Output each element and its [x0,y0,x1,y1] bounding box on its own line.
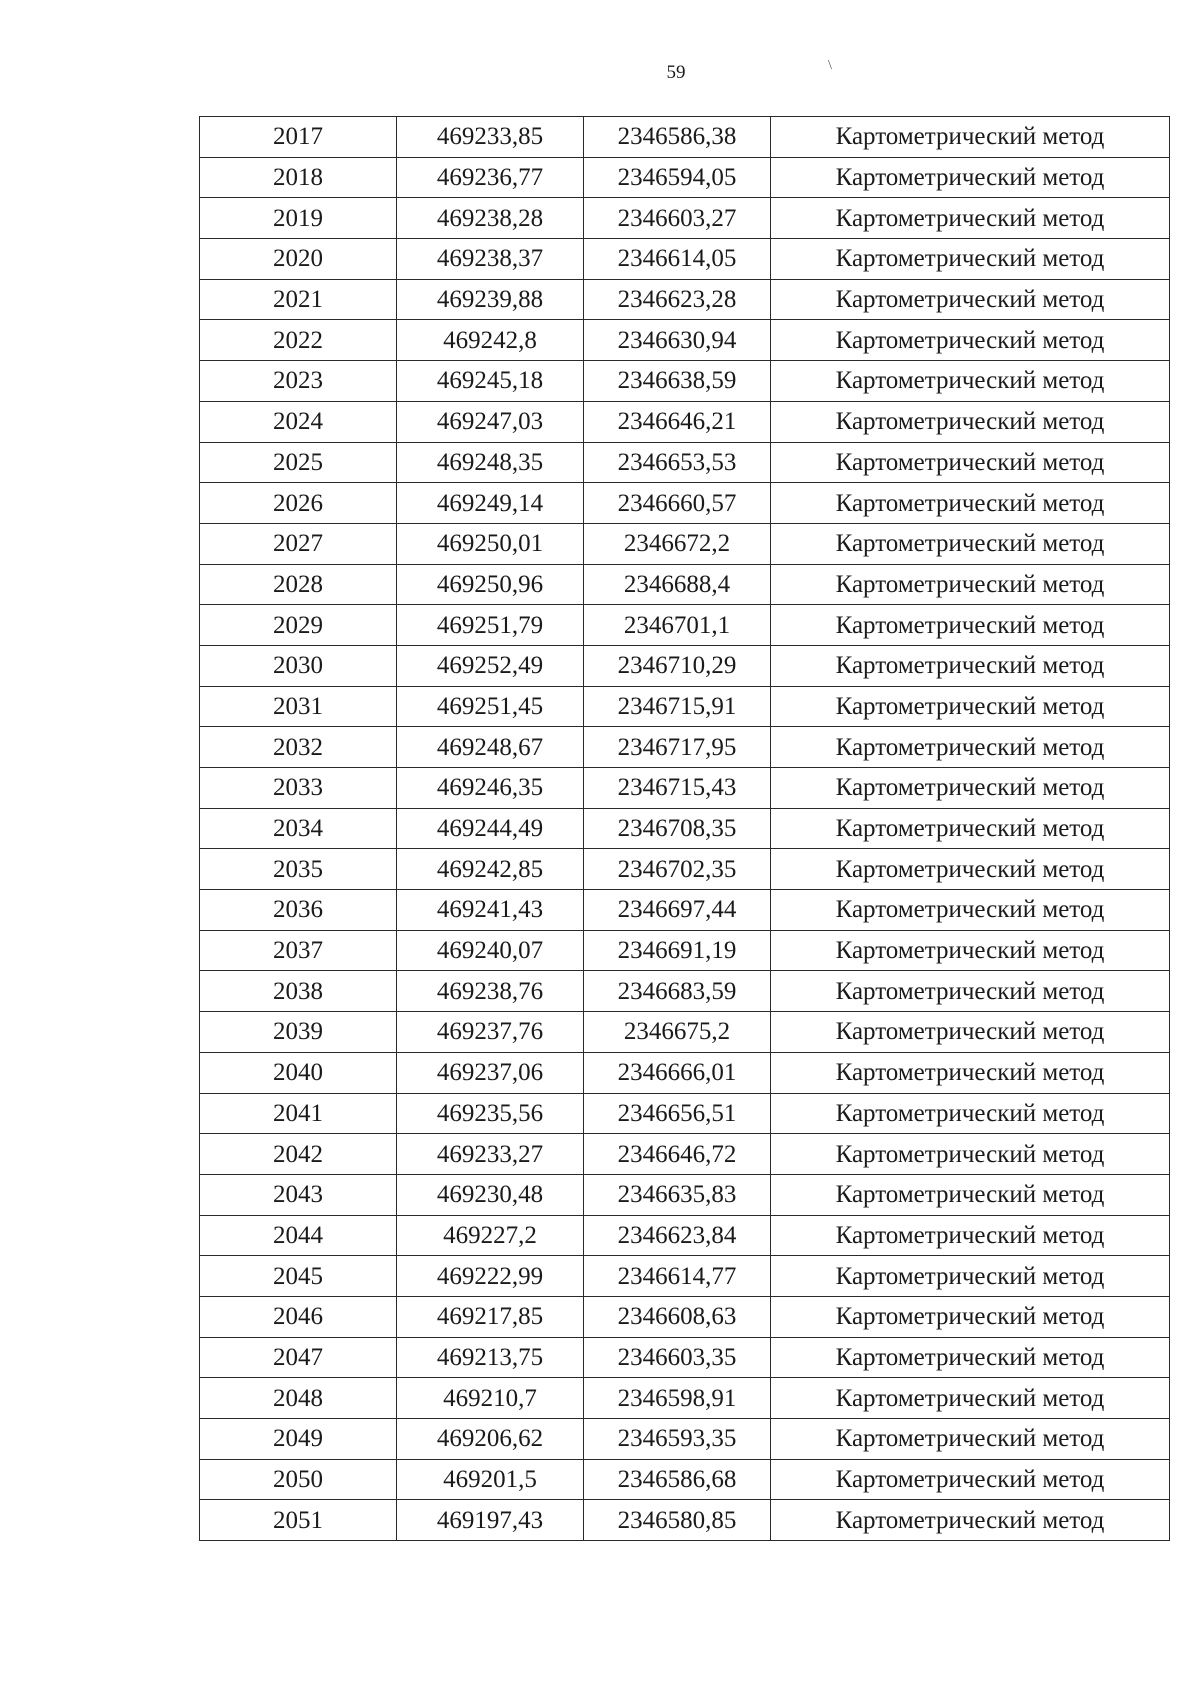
x-coordinate-cell: 469247,03 [397,401,584,442]
point-number-cell: 2034 [200,808,397,849]
x-coordinate-cell: 469238,76 [397,971,584,1012]
table-row [200,971,1170,1012]
point-number-cell: 2021 [200,279,397,320]
method-cell: Картометрический метод [771,808,1170,849]
method-cell: Картометрический метод [771,645,1170,686]
y-coordinate-cell: 2346586,68 [584,1459,771,1500]
table-row [200,279,1170,320]
coordinates-table [199,116,1170,1541]
method-cell: Картометрический метод [771,849,1170,890]
table-row [200,361,1170,402]
table-row [200,564,1170,605]
point-number-cell: 2036 [200,890,397,931]
point-number-cell: 2038 [200,971,397,1012]
y-coordinate-cell: 2346653,53 [584,442,771,483]
y-coordinate-cell: 2346630,94 [584,320,771,361]
table-row [200,1337,1170,1378]
x-coordinate-cell: 469227,2 [397,1215,584,1256]
y-coordinate-cell: 2346608,63 [584,1296,771,1337]
table-row [200,401,1170,442]
y-coordinate-cell: 2346660,57 [584,483,771,524]
y-coordinate-cell: 2346635,83 [584,1174,771,1215]
method-cell: Картометрический метод [771,768,1170,809]
y-coordinate-cell: 2346697,44 [584,890,771,931]
point-number-cell: 2017 [200,117,397,158]
point-number-cell: 2042 [200,1134,397,1175]
x-coordinate-cell: 469242,8 [397,320,584,361]
x-coordinate-cell: 469213,75 [397,1337,584,1378]
method-cell: Картометрический метод [771,157,1170,198]
y-coordinate-cell: 2346614,05 [584,239,771,280]
x-coordinate-cell: 469241,43 [397,890,584,931]
method-cell: Картометрический метод [771,361,1170,402]
method-cell: Картометрический метод [771,1012,1170,1053]
point-number-cell: 2032 [200,727,397,768]
x-coordinate-cell: 469252,49 [397,645,584,686]
x-coordinate-cell: 469250,01 [397,523,584,564]
y-coordinate-cell: 2346646,72 [584,1134,771,1175]
method-cell: Картометрический метод [771,1459,1170,1500]
point-number-cell: 2023 [200,361,397,402]
method-cell: Картометрический метод [771,1052,1170,1093]
point-number-cell: 2039 [200,1012,397,1053]
x-coordinate-cell: 469222,99 [397,1256,584,1297]
point-number-cell: 2044 [200,1215,397,1256]
method-cell: Картометрический метод [771,198,1170,239]
point-number-cell: 2050 [200,1459,397,1500]
point-number-cell: 2035 [200,849,397,890]
table-row [200,1500,1170,1541]
x-coordinate-cell: 469250,96 [397,564,584,605]
table-row [200,1134,1170,1175]
y-coordinate-cell: 2346603,27 [584,198,771,239]
method-cell: Картометрический метод [771,971,1170,1012]
y-coordinate-cell: 2346715,91 [584,686,771,727]
point-number-cell: 2037 [200,930,397,971]
coordinates-table-body [200,117,1170,1541]
method-cell: Картометрический метод [771,1093,1170,1134]
x-coordinate-cell: 469230,48 [397,1174,584,1215]
y-coordinate-cell: 2346580,85 [584,1500,771,1541]
point-number-cell: 2027 [200,523,397,564]
x-coordinate-cell: 469217,85 [397,1296,584,1337]
method-cell: Картометрический метод [771,930,1170,971]
method-cell: Картометрический метод [771,1174,1170,1215]
x-coordinate-cell: 469197,43 [397,1500,584,1541]
method-cell: Картометрический метод [771,320,1170,361]
method-cell: Картометрический метод [771,1296,1170,1337]
method-cell: Картометрический метод [771,686,1170,727]
x-coordinate-cell: 469251,45 [397,686,584,727]
x-coordinate-cell: 469242,85 [397,849,584,890]
table-row [200,930,1170,971]
x-coordinate-cell: 469206,62 [397,1419,584,1460]
point-number-cell: 2020 [200,239,397,280]
x-coordinate-cell: 469235,56 [397,1093,584,1134]
point-number-cell: 2043 [200,1174,397,1215]
y-coordinate-cell: 2346598,91 [584,1378,771,1419]
x-coordinate-cell: 469237,06 [397,1052,584,1093]
method-cell: Картометрический метод [771,279,1170,320]
point-number-cell: 2040 [200,1052,397,1093]
y-coordinate-cell: 2346586,38 [584,117,771,158]
table-row [200,768,1170,809]
method-cell: Картометрический метод [771,890,1170,931]
method-cell: Картометрический метод [771,442,1170,483]
x-coordinate-cell: 469246,35 [397,768,584,809]
point-number-cell: 2025 [200,442,397,483]
table-row [200,808,1170,849]
y-coordinate-cell: 2346646,21 [584,401,771,442]
y-coordinate-cell: 2346675,2 [584,1012,771,1053]
y-coordinate-cell: 2346623,28 [584,279,771,320]
table-row [200,483,1170,524]
x-coordinate-cell: 469245,18 [397,361,584,402]
point-number-cell: 2018 [200,157,397,198]
point-number-cell: 2048 [200,1378,397,1419]
point-number-cell: 2029 [200,605,397,646]
table-row [200,645,1170,686]
y-coordinate-cell: 2346623,84 [584,1215,771,1256]
method-cell: Картометрический метод [771,1256,1170,1297]
table-row [200,686,1170,727]
point-number-cell: 2046 [200,1296,397,1337]
method-cell: Картометрический метод [771,483,1170,524]
y-coordinate-cell: 2346593,35 [584,1419,771,1460]
stray-scan-mark: \ [828,58,832,73]
point-number-cell: 2041 [200,1093,397,1134]
x-coordinate-cell: 469249,14 [397,483,584,524]
x-coordinate-cell: 469248,35 [397,442,584,483]
x-coordinate-cell: 469201,5 [397,1459,584,1500]
method-cell: Картометрический метод [771,605,1170,646]
table-row [200,239,1170,280]
point-number-cell: 2026 [200,483,397,524]
x-coordinate-cell: 469239,88 [397,279,584,320]
table-row [200,442,1170,483]
table-row [200,1174,1170,1215]
table-row [200,1093,1170,1134]
y-coordinate-cell: 2346708,35 [584,808,771,849]
table-row [200,320,1170,361]
point-number-cell: 2019 [200,198,397,239]
x-coordinate-cell: 469210,7 [397,1378,584,1419]
method-cell: Картометрический метод [771,1378,1170,1419]
table-row [200,727,1170,768]
y-coordinate-cell: 2346715,43 [584,768,771,809]
page-number: 59 [666,62,686,83]
method-cell: Картометрический метод [771,1419,1170,1460]
y-coordinate-cell: 2346710,29 [584,645,771,686]
method-cell: Картометрический метод [771,564,1170,605]
table-row [200,1215,1170,1256]
point-number-cell: 2033 [200,768,397,809]
x-coordinate-cell: 469236,77 [397,157,584,198]
method-cell: Картометрический метод [771,727,1170,768]
point-number-cell: 2030 [200,645,397,686]
point-number-cell: 2047 [200,1337,397,1378]
method-cell: Картометрический метод [771,1215,1170,1256]
x-coordinate-cell: 469238,28 [397,198,584,239]
table-row [200,1012,1170,1053]
method-cell: Картометрический метод [771,239,1170,280]
method-cell: Картометрический метод [771,1500,1170,1541]
y-coordinate-cell: 2346656,51 [584,1093,771,1134]
point-number-cell: 2049 [200,1419,397,1460]
point-number-cell: 2028 [200,564,397,605]
table-row [200,157,1170,198]
y-coordinate-cell: 2346691,19 [584,930,771,971]
table-row [200,849,1170,890]
x-coordinate-cell: 469233,85 [397,117,584,158]
y-coordinate-cell: 2346603,35 [584,1337,771,1378]
method-cell: Картометрический метод [771,117,1170,158]
x-coordinate-cell: 469248,67 [397,727,584,768]
table-row [200,117,1170,158]
y-coordinate-cell: 2346638,59 [584,361,771,402]
y-coordinate-cell: 2346614,77 [584,1256,771,1297]
point-number-cell: 2045 [200,1256,397,1297]
y-coordinate-cell: 2346594,05 [584,157,771,198]
table-row [200,198,1170,239]
point-number-cell: 2031 [200,686,397,727]
table-row [200,605,1170,646]
method-cell: Картометрический метод [771,1134,1170,1175]
x-coordinate-cell: 469237,76 [397,1012,584,1053]
table-row [200,523,1170,564]
point-number-cell: 2051 [200,1500,397,1541]
y-coordinate-cell: 2346702,35 [584,849,771,890]
table-row [200,890,1170,931]
y-coordinate-cell: 2346701,1 [584,605,771,646]
point-number-cell: 2024 [200,401,397,442]
y-coordinate-cell: 2346717,95 [584,727,771,768]
table-row [200,1378,1170,1419]
table-row [200,1052,1170,1093]
x-coordinate-cell: 469233,27 [397,1134,584,1175]
point-number-cell: 2022 [200,320,397,361]
x-coordinate-cell: 469238,37 [397,239,584,280]
x-coordinate-cell: 469244,49 [397,808,584,849]
y-coordinate-cell: 2346688,4 [584,564,771,605]
y-coordinate-cell: 2346683,59 [584,971,771,1012]
table-row [200,1296,1170,1337]
method-cell: Картометрический метод [771,1337,1170,1378]
y-coordinate-cell: 2346672,2 [584,523,771,564]
table-row [200,1419,1170,1460]
table-row [200,1256,1170,1297]
y-coordinate-cell: 2346666,01 [584,1052,771,1093]
table-row [200,1459,1170,1500]
x-coordinate-cell: 469251,79 [397,605,584,646]
method-cell: Картометрический метод [771,401,1170,442]
x-coordinate-cell: 469240,07 [397,930,584,971]
method-cell: Картометрический метод [771,523,1170,564]
